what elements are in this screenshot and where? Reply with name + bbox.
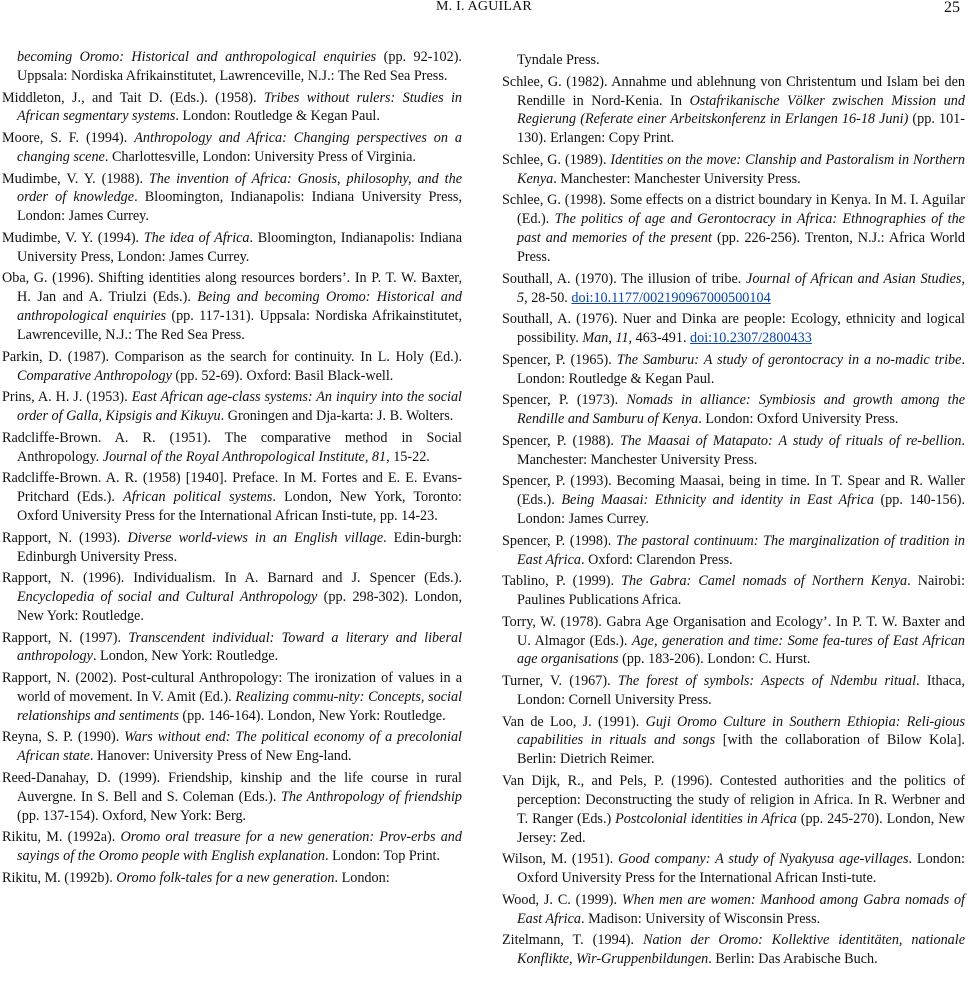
reference-entry xyxy=(502,931,965,969)
reference-entry xyxy=(2,529,462,567)
reference-text: Reed-Danahay, D. (1999). Friendship, kinship and the life course in rural Auvergne. In S. Bell and S. Coleman (Eds.). xyxy=(2,769,462,805)
reference-text: Schlee, G. (1989). xyxy=(502,151,611,168)
reference-entry xyxy=(2,828,462,866)
italic-title: Wars without end: The political economy of a precolonial African state xyxy=(17,729,462,765)
reference-text: Radcliffe-Brown. A. R. (1951). The comparative method in Social Anthropology. xyxy=(2,429,462,465)
reference-text: . Bloomington, Indianapolis: Indiana University Press, London: James Currey. xyxy=(17,189,462,225)
reference-text: (pp. 137-154). Oxford, New York: Berg. xyxy=(17,807,247,824)
reference-text: (pp. 245-270). London, New Jersey: Zed. xyxy=(517,810,965,846)
italic-title: 11, xyxy=(615,330,633,347)
reference-entry xyxy=(502,613,965,670)
reference-text: . London: xyxy=(334,869,390,886)
reference-entry xyxy=(2,89,462,127)
reference-text: Rikitu, M. (1992b). xyxy=(2,869,117,886)
reference-text: Schlee, G. (1998). Some effects on a district boundary in Kenya. In M. I. Aguilar (Ed.). xyxy=(502,192,965,228)
reference-text: , xyxy=(608,330,616,347)
reference-entry xyxy=(502,772,965,848)
reference-text: . London: Routledge & Kegan Paul. xyxy=(175,108,380,125)
reference-entry xyxy=(502,351,965,389)
reference-entry xyxy=(2,869,462,888)
reference-text: 463-491. xyxy=(632,330,691,347)
reference-text: Rapport, N. (1997). xyxy=(2,629,129,646)
reference-text: . Madison: University of Wisconsin Press. xyxy=(580,910,821,927)
reference-text: Wood, J. C. (1999). xyxy=(502,891,622,908)
reference-text: (pp. 52-69). Oxford: Basil Black-well. xyxy=(171,367,394,384)
italic-title: Tribes without rulers: Studies in African segmentary systems xyxy=(17,89,462,125)
reference-text: Turner, V. (1967). xyxy=(502,673,618,690)
reference-text: Prins, A. H. J. (1953). xyxy=(2,389,132,406)
reference-text: Rapport, N. (1996). Individualism. In A. Barnard and J. Spencer (Eds.). xyxy=(2,570,462,587)
italic-title: The Maasai of Matapato: A study of rituals of re-bellion xyxy=(619,432,962,449)
italic-title: The pastoral continuum: The marginalization of tradition in East Africa xyxy=(517,532,965,568)
reference-entry xyxy=(502,572,965,610)
reference-text: (pp. 101-130). Erlangen: Copy Print. xyxy=(517,111,965,147)
reference-entry xyxy=(502,532,965,570)
doi-link[interactable]: doi:10.1177/002190967000500104 xyxy=(571,289,771,306)
references-right-column xyxy=(502,51,965,972)
reference-text: Spencer, P. (1965). xyxy=(502,351,617,368)
reference-text: Spencer, P. (1993). Becoming Maasai, being in time. In T. Spear and R. Waller (Eds.). xyxy=(502,473,965,509)
reference-text: . Charlottesville, London: University Press of Virginia. xyxy=(104,148,416,165)
italic-title: The forest of symbols: Aspects of Ndembu ritual xyxy=(617,673,917,690)
reference-entry xyxy=(502,850,965,888)
italic-title: Transcendent individual: Toward a literary and liberal anthropology xyxy=(17,629,463,665)
reference-entry xyxy=(502,472,965,529)
reference-continuation xyxy=(2,48,462,86)
reference-entry xyxy=(502,672,965,710)
reference-entry xyxy=(502,310,965,348)
italic-title: Comparative Anthropology xyxy=(17,367,172,384)
reference-entry xyxy=(502,713,965,770)
reference-text: Tablino, P. (1999). xyxy=(502,573,622,590)
reference-text: (pp. 117-131). Uppsala: Nordiska Afrikainstitutet, Lawrenceville, N.J.: The Red Sea Press. xyxy=(17,308,462,344)
reference-text: . Manchester: Manchester University Press. xyxy=(517,432,965,468)
reference-text: . London: Routledge & Kegan Paul. xyxy=(517,351,965,387)
reference-text: Spencer, P. (1998). xyxy=(502,532,616,549)
reference-entry xyxy=(2,348,462,386)
reference-text: Spencer, P. (1988). xyxy=(502,432,620,449)
reference-text: Oba, G. (1996). Shifting identities along resources borders’. In P. T. W. Baxter, H. Jan and A. Triulzi (Eds.). xyxy=(2,270,462,306)
italic-title: becoming Oromo: Historical and anthropological enquiries xyxy=(17,49,377,65)
reference-text: (pp. 298-302). London, New York: Routledge. xyxy=(17,589,462,624)
reference-text: Rikitu, M. (1992a). xyxy=(2,829,121,846)
italic-title: The idea of Africa xyxy=(143,229,250,246)
italic-title: Journal of African and Asian Studies xyxy=(746,270,962,287)
reference-text: (pp. 226-256). Trenton, N.J.: Africa World Press. xyxy=(517,230,965,266)
italic-title: Being Maasai: Ethnicity and identity in East Africa xyxy=(561,492,874,509)
italic-title: Ostafrikanische Völker zwischen Mission und Regierung (Referate einer Arbeitskonferenz in Erlangen 16-18 Juni) xyxy=(517,92,965,128)
italic-title: The Anthropology of friendship xyxy=(281,788,462,805)
italic-title: Realizing commu-nity: Concepts, social relationships and sentiments xyxy=(17,688,463,724)
references-left-column xyxy=(2,48,462,890)
reference-text: Schlee, G. (1982). Annahme und ablehnung von Christentum und Islam bei den Rendille in Nord-Kenia. In xyxy=(502,73,965,109)
reference-entry xyxy=(2,269,462,345)
italic-title: Identities on the move: Clanship and Pastoralism in Northern Kenya xyxy=(517,151,966,187)
reference-entry xyxy=(502,432,965,470)
reference-continuation xyxy=(502,51,965,70)
reference-text: Rapport, N. (2002). Post-cultural Anthropology: The ironization of values in a world of movement. In V. Amit (Ed.). xyxy=(2,670,462,705)
reference-text: Wilson, M. (1951). xyxy=(502,851,619,868)
running-head: M. I. AGUILAR xyxy=(436,0,532,14)
reference-text: Van Dijk, R., and Pels, P. (1996). Contested authorities and the politics of perception: Deconstructing the study of religion in Africa. In R. Werbner and T. Ranger (Eds.) xyxy=(502,772,965,827)
italic-title: Anthropology and Africa: Changing perspectives on a changing scene xyxy=(17,130,463,165)
italic-title: 5, xyxy=(517,289,528,306)
reference-entry xyxy=(2,429,462,467)
reference-text: Zitelmann, T. (1994). xyxy=(502,932,643,949)
reference-text: Radcliffe-Brown. A. R. (1958) [1940]. Preface. In M. Fortes and E. E. Evans-Pritchard (Eds.). xyxy=(2,470,462,506)
page-number: 25 xyxy=(944,0,960,16)
italic-title: Age, generation and time: Some fea-tures of East African age organisations xyxy=(517,632,966,668)
reference-text: , xyxy=(364,448,372,465)
italic-title: Oromo folk-tales for a new generation xyxy=(116,869,335,886)
italic-title: Being and becoming Oromo: Historical and anthropological enquiries xyxy=(17,289,463,325)
reference-text: (pp. 92-102). Uppsala: Nordiska Afrikainstitutet, Lawrenceville, N.J.: The Red Sea Press. xyxy=(17,49,462,84)
reference-text: Southall, A. (1976). Nuer and Dinka are people: Ecology, ethnicity and logical possibility. xyxy=(502,311,965,347)
reference-text: , xyxy=(961,270,965,287)
reference-text: Moore, S. F. (1994). xyxy=(2,130,135,146)
reference-text: Rapport, N. (1993). xyxy=(2,529,128,546)
reference-text: . Edin-burgh: Edinburgh University Press. xyxy=(17,529,462,565)
reference-text: Reyna, S. P. (1990). xyxy=(2,729,125,746)
italic-title: Nomads in alliance: Symbiosis and growth among the Rendille and Samburu of Kenya xyxy=(517,392,965,428)
reference-text: 28-50. xyxy=(527,289,572,306)
italic-title: The Samburu: A study of gerontocracy in a no-madic tribe xyxy=(616,351,962,368)
reference-text: Tyndale Press. xyxy=(517,52,600,68)
italic-title: Postcolonial identities in Africa xyxy=(615,810,797,827)
italic-title: Nation der Oromo: Kollektive identitäten, nationale Konflikte, Wir-Gruppenbildungen xyxy=(517,932,965,968)
italic-title: East African age-class systems: An inquiry into the social order of Galla, Kipsigis and Kikuyu xyxy=(17,389,462,425)
italic-title: Diverse world-views in an English village xyxy=(127,529,384,546)
reference-entry xyxy=(2,469,462,526)
italic-title: When men are women: Manhood among Gabra nomads of East Africa xyxy=(517,891,965,927)
reference-text: (pp. 140-156). London: James Currey. xyxy=(517,492,966,528)
italic-title: Good company: A study of Nyakyusa age-villages xyxy=(618,851,909,868)
reference-text: Mudimbe, V. Y. (1988). xyxy=(2,170,149,187)
reference-entry xyxy=(2,629,462,667)
reference-entry xyxy=(2,229,462,267)
reference-entry xyxy=(2,170,462,227)
reference-text: . Bloomington, Indianapolis: Indiana University Press, London: James Currey. xyxy=(17,229,462,265)
reference-entry xyxy=(2,728,462,766)
reference-text: Van de Loo, J. (1991). xyxy=(502,713,646,730)
italic-title: The invention of Africa: Gnosis, philosophy, and the order of knowledge xyxy=(17,170,462,206)
reference-text: Spencer, P. (1973). xyxy=(502,392,627,409)
italic-title: Encyclopedia of social and Cultural Anthropology xyxy=(17,589,318,606)
reference-text: . Nairobi: Paulines Publications Africa. xyxy=(517,573,966,609)
reference-entry xyxy=(502,891,965,929)
reference-text: (pp. 183-206). London: C. Hurst. xyxy=(618,651,811,668)
reference-text: . London, New York: Routledge. xyxy=(92,648,279,665)
reference-entry xyxy=(502,151,965,189)
reference-text: . Groningen and Dja-karta: J. B. Wolters. xyxy=(220,408,454,425)
reference-text: Mudimbe, V. Y. (1994). xyxy=(2,229,144,246)
reference-text: . Berlin: Das Arabische Buch. xyxy=(708,951,878,968)
italic-title: Guji Oromo Culture in Southern Ethiopia: Reli-gious capabilities in rituals and songs xyxy=(517,713,965,749)
reference-text: . Oxford: Clarendon Press. xyxy=(580,551,733,568)
reference-text: . London, New York, Toronto: Oxford University Press for the International African Insti-tute, pp. 14-23. xyxy=(17,489,462,525)
reference-text: . Hanover: University Press of New Eng-land. xyxy=(89,748,352,765)
reference-entry xyxy=(502,270,965,308)
reference-text: . London: Oxford University Press for the International African Insti-tute. xyxy=(517,851,965,887)
reference-text: . Ithaca, London: Cornell University Press. xyxy=(517,673,966,708)
reference-text: [with the collaboration of Bilow Kola]. Berlin: Dietrich Reimer. xyxy=(517,732,965,768)
reference-entry xyxy=(2,569,462,626)
reference-text: (pp. 146-164). London, New York: Routledge. xyxy=(178,707,446,724)
reference-text: . Manchester: Manchester University Press. xyxy=(553,170,801,187)
reference-entry xyxy=(2,669,462,726)
italic-title: The Gabra: Camel nomads of Northern Kenya xyxy=(621,573,908,590)
reference-text: 15-22. xyxy=(389,448,430,465)
reference-entry xyxy=(2,388,462,426)
reference-entry xyxy=(2,129,462,167)
reference-entry xyxy=(2,769,462,826)
italic-title: Journal of the Royal Anthropological Institute xyxy=(102,448,365,465)
reference-text: Parkin, D. (1987). Comparison as the search for continuity. In L. Holy (Ed.). xyxy=(2,348,462,365)
reference-entry xyxy=(502,191,965,267)
doi-link[interactable]: doi:10.2307/2800433 xyxy=(690,330,812,347)
reference-text: Middleton, J., and Tait D. (Eds.). (1958). xyxy=(2,89,264,106)
reference-text: Torry, W. (1978). Gabra Age Organisation and Ecology’. In P. T. W. Baxter and U. Almagor (Eds.). xyxy=(502,613,965,649)
reference-text: . London: Top Print. xyxy=(325,848,441,865)
italic-title: African political systems xyxy=(123,489,273,506)
reference-entry xyxy=(502,73,965,149)
reference-text: . London: Oxford University Press. xyxy=(698,411,899,428)
reference-entry xyxy=(502,391,965,429)
italic-title: Man xyxy=(582,330,609,347)
reference-text: Southall, A. (1970). The illusion of tribe. xyxy=(502,270,747,287)
page-header xyxy=(0,0,968,22)
italic-title: Oromo oral treasure for a new generation: Prov-erbs and sayings of the Oromo people with English explanation xyxy=(17,829,462,865)
italic-title: 81, xyxy=(371,448,390,465)
italic-title: The politics of age and Gerontocracy in Africa: Ethnographies of the past and memories of the present xyxy=(517,211,965,247)
